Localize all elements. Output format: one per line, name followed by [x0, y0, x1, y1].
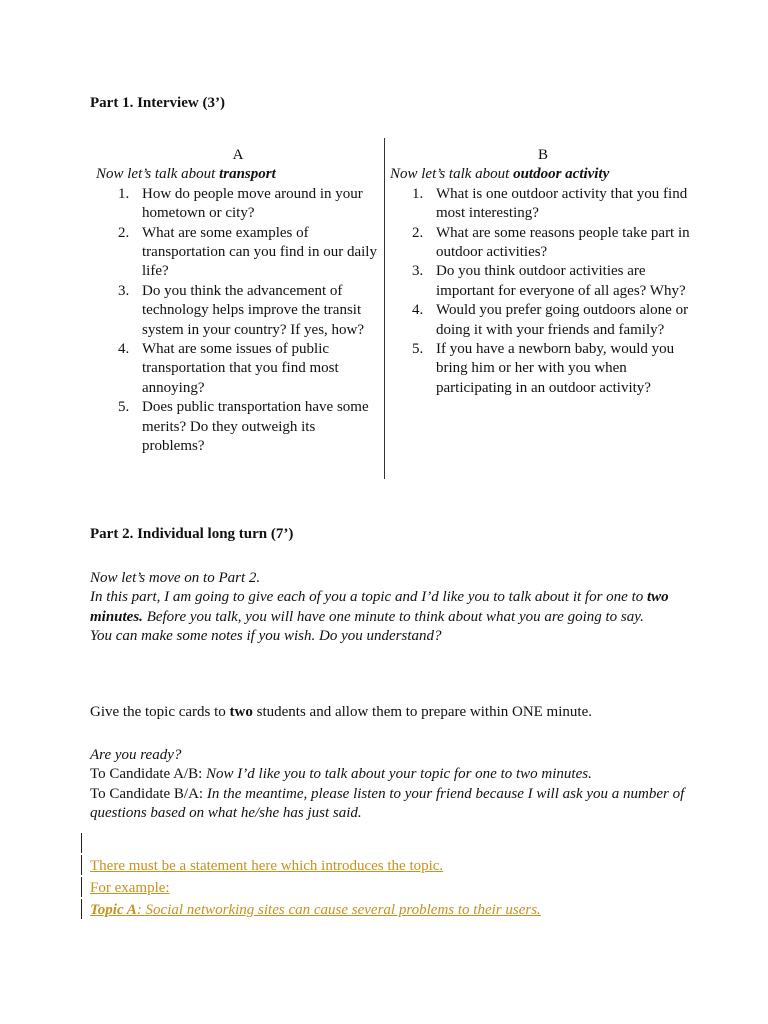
candidate-b-text: In the meantime, please listen to your friend because I will ask you a number of questions based on what he/she has just said.: [90, 785, 685, 822]
question-text: Do you think the advancement of technology helps improve the transit system in your country? If yes, how?: [142, 282, 365, 338]
list-item: [390, 224, 700, 263]
part2-heading: Part 2. Individual long turn (7’): [90, 526, 294, 542]
candidate-a-line: [90, 765, 700, 784]
column-b-intro: [390, 165, 700, 184]
question-text: If you have a newborn baby, would you bring him or her with you when participating in an outdoor activity?: [436, 341, 675, 396]
part2-intro-line2-bold: two minutes.: [90, 589, 669, 625]
column-b: [390, 146, 700, 398]
change-bar: [81, 877, 82, 897]
question-text: What are some examples of transportation can you find in our daily life?: [142, 224, 377, 280]
list-number: 4.: [412, 302, 424, 319]
part2-intro-line1: Now let’s move on to Part 2.: [90, 570, 261, 586]
list-item: [96, 185, 380, 224]
candidate-a-text: Now I’d like you to talk about your topic for one to two minutes.: [206, 766, 592, 783]
column-a-letter: A: [232, 147, 244, 163]
topic-card-instruction: [90, 703, 700, 722]
question-text: What are some reasons people take part in outdoor activities?: [436, 224, 690, 261]
tracked-topic-line: [90, 901, 541, 920]
list-number: 1.: [412, 185, 424, 202]
tracked-topic-text: : Social networking sites can cause several problems to their users.: [136, 902, 541, 918]
change-bar: [81, 899, 82, 919]
tracked-change-line: There must be a statement here which introduces the topic.: [90, 858, 444, 874]
candidate-instructions: [90, 746, 700, 824]
list-item: [96, 224, 380, 282]
list-number: 4.: [118, 341, 130, 358]
list-number: 2.: [412, 224, 424, 241]
list-number: 3.: [412, 263, 424, 280]
list-number: 2.: [118, 224, 130, 241]
part2-intro-line2: [90, 588, 700, 627]
column-b-topic: outdoor activity: [513, 166, 610, 183]
question-text: Would you prefer going outdoors alone or doing it with your friends and family?: [436, 302, 689, 338]
list-number: 5.: [118, 399, 130, 416]
question-text: Does public transportation have some merits? Do they outweigh its problems?: [142, 399, 369, 455]
list-item: [96, 340, 380, 398]
column-a-questions: [96, 185, 380, 457]
part2-instructions: [90, 569, 700, 647]
column-divider: [384, 138, 385, 479]
part2-intro-line3: You can make some notes if you wish. Do you understand?: [90, 628, 442, 645]
question-text: Do you think outdoor activities are important for everyone of all ages? Why?: [436, 263, 686, 299]
list-item: [390, 185, 700, 224]
give-text-bold: two: [229, 704, 253, 720]
ready-question: Are you ready?: [90, 747, 182, 763]
column-b-letter: B: [537, 147, 548, 163]
list-number: 1.: [118, 185, 130, 202]
column-a-topic: transport: [219, 166, 276, 183]
list-item: [390, 262, 700, 301]
list-number: 5.: [412, 341, 424, 358]
candidate-b-line: [90, 785, 700, 824]
column-a-intro: [96, 165, 380, 184]
list-number: 3.: [118, 282, 130, 299]
column-b-intro-prefix: Now let’s talk about: [390, 166, 514, 183]
candidate-b-label: To Candidate B/A:: [90, 785, 207, 802]
column-a: [96, 146, 380, 457]
question-text: What are some issues of public transportation that you find most annoying?: [142, 341, 339, 396]
candidate-a-label: To Candidate A/B:: [90, 766, 207, 783]
list-item: [96, 398, 380, 456]
give-text-a: Give the topic cards to: [90, 704, 230, 720]
tracked-topic-label: Topic A: [90, 902, 137, 918]
list-item: [390, 301, 700, 340]
column-a-intro-prefix: Now let’s talk about: [96, 166, 220, 183]
tracked-change-line: For example:: [90, 880, 170, 896]
change-bar: [81, 855, 82, 875]
give-text-b: students and allow them to prepare within ONE minute.: [252, 704, 592, 720]
part1-heading: Part 1. Interview (3’): [90, 95, 225, 111]
change-bar: [81, 833, 82, 853]
part2-intro-line2-a: In this part, I am going to give each of you a topic and I’d like you to talk about it for one to: [90, 589, 647, 606]
list-item: [390, 340, 700, 398]
part2-intro-line2-b: Before you talk, you will have one minute to think about what you are going to say.: [142, 608, 644, 625]
column-b-questions: [390, 185, 700, 398]
question-text: How do people move around in your hometown or city?: [142, 185, 363, 222]
question-text: What is one outdoor activity that you find most interesting?: [436, 185, 688, 222]
list-item: [96, 282, 380, 340]
